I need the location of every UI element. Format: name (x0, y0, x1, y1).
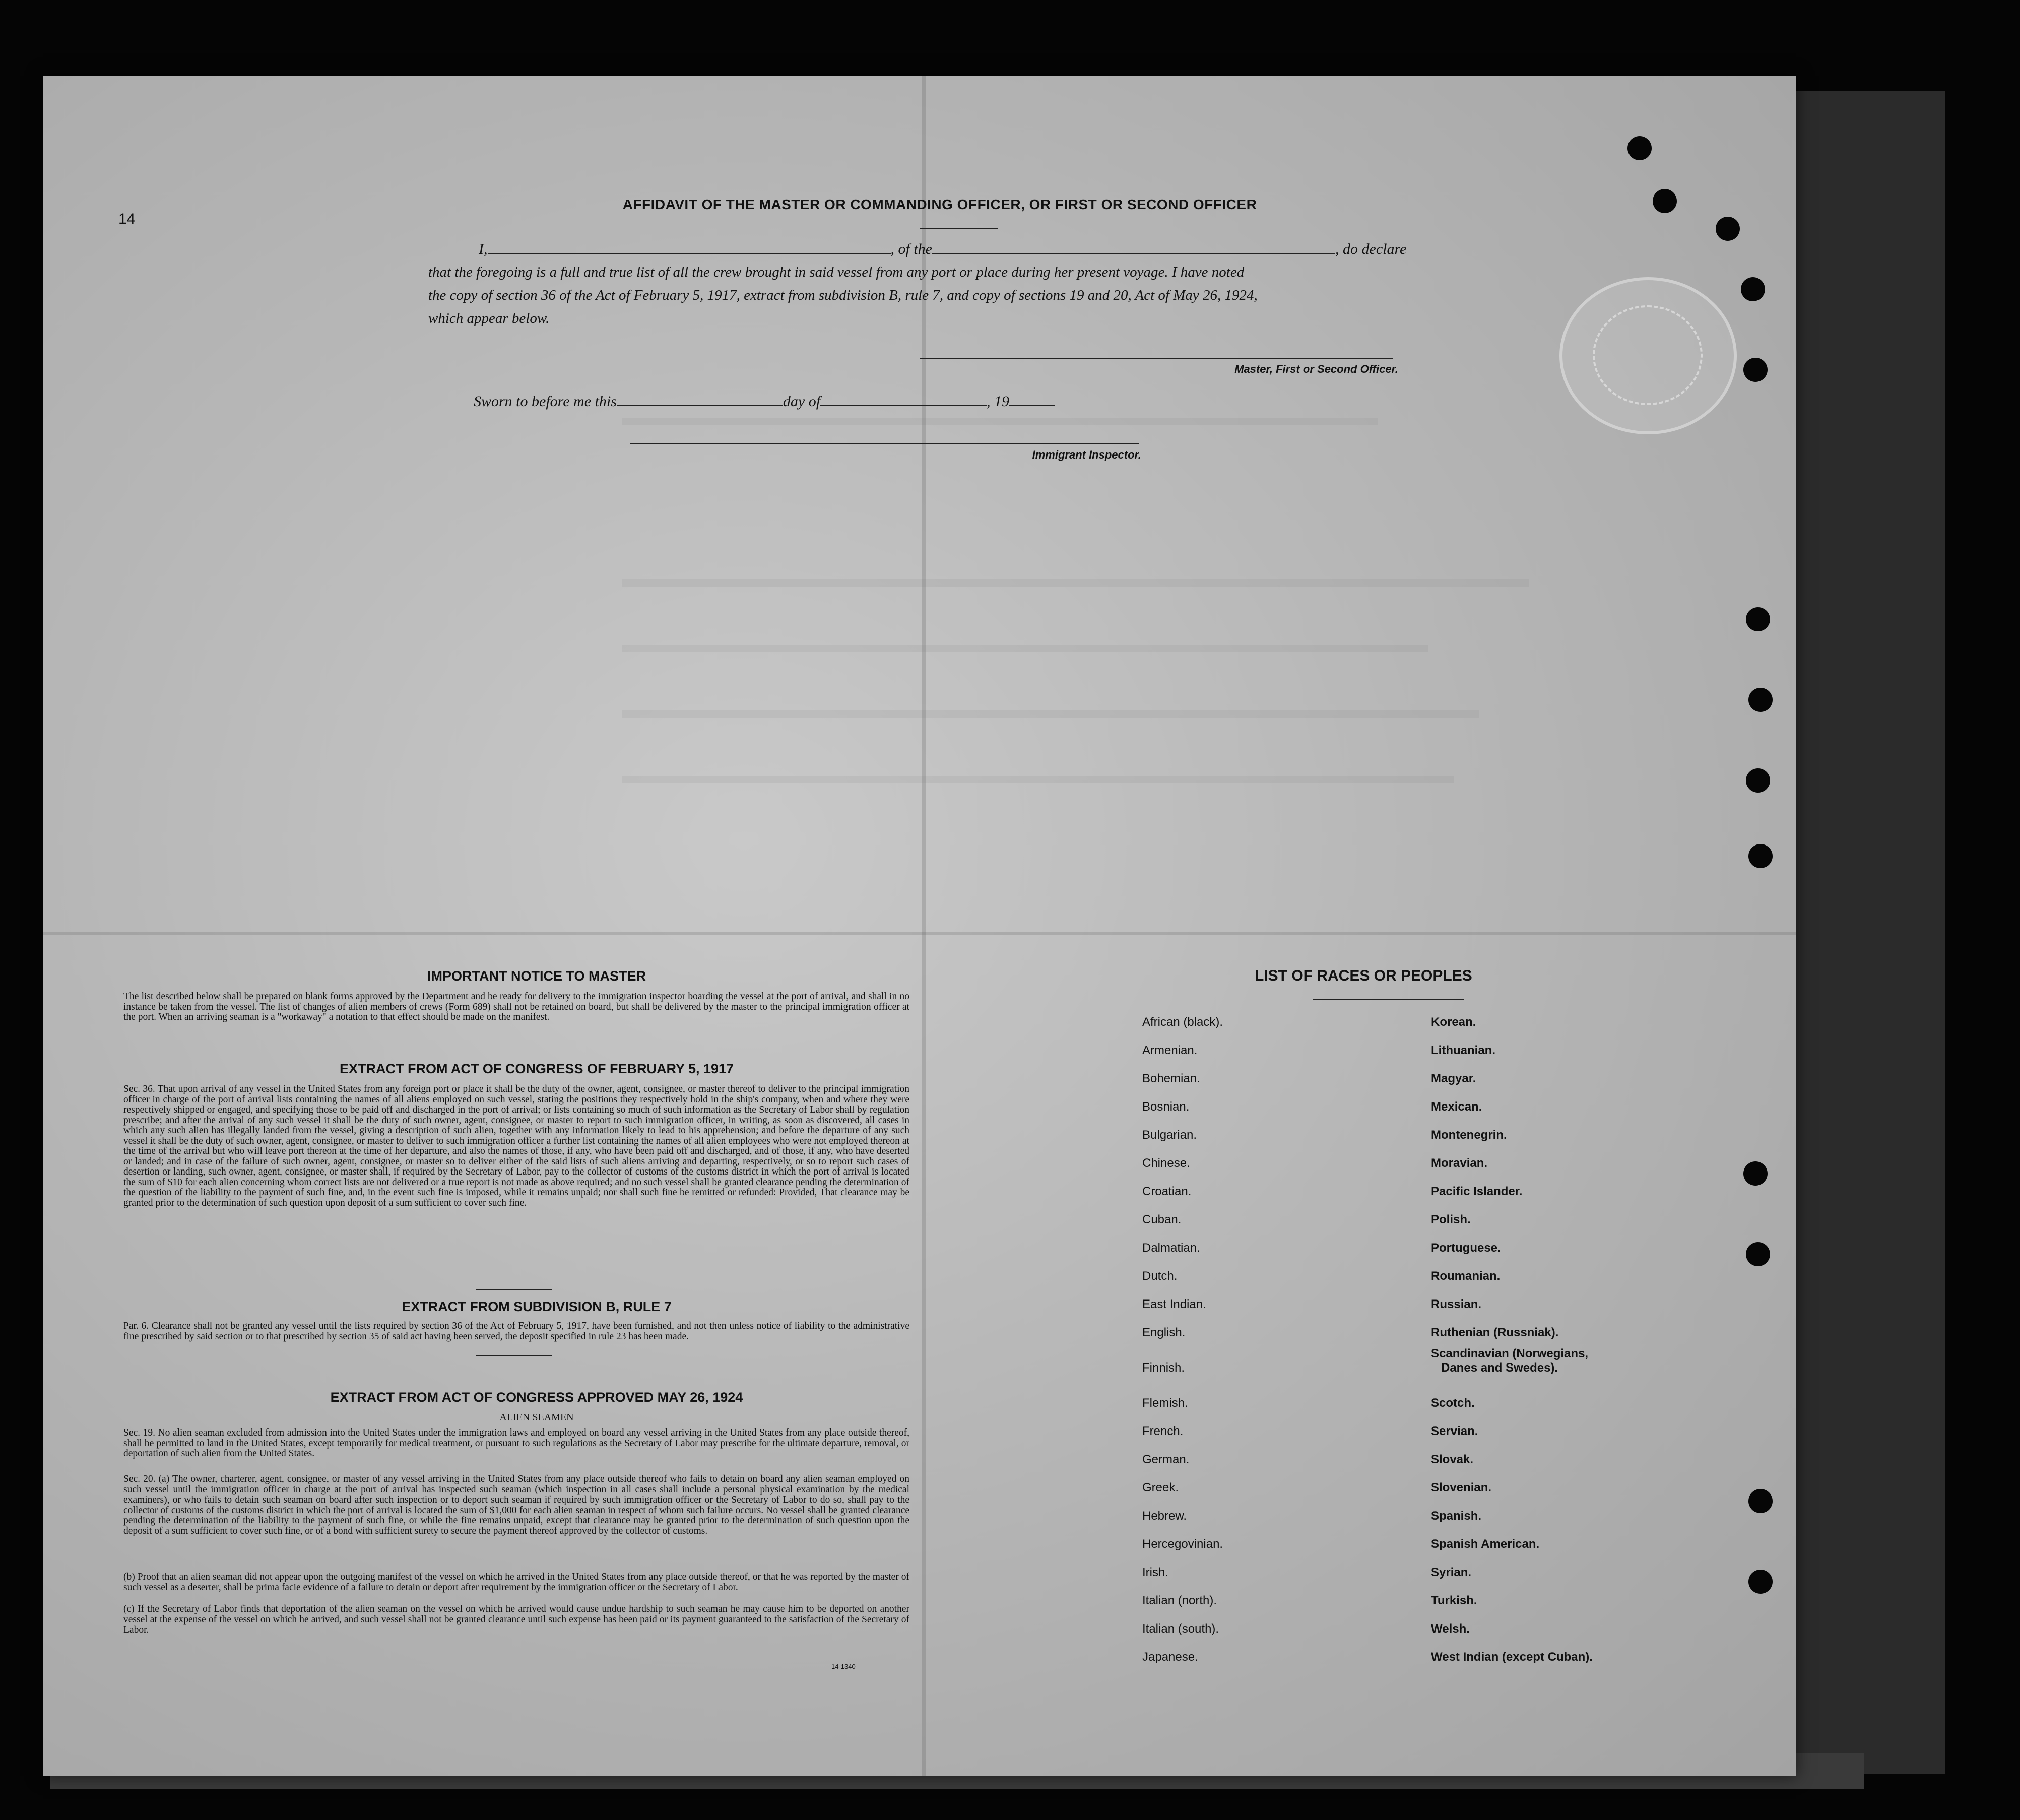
embossed-seal (1559, 277, 1737, 434)
extract-1917-heading: EXTRACT FROM ACT OF CONGRESS OF FEBRUARY 5, 1917 (339, 1061, 734, 1076)
race-item: Portuguese. (1431, 1241, 1501, 1255)
race-item: Greek. (1142, 1481, 1179, 1494)
affidavit-line-2: that the foregoing is a full and true list of all the crew brought in said vessel from any port or place during her present voyage. I have noted (428, 264, 1245, 280)
binder-hole (1653, 189, 1677, 213)
race-item: Hercegovinian. (1142, 1537, 1223, 1551)
race-item: Scandinavian (Norwegians, Danes and Swedes). (1431, 1347, 1589, 1375)
bleed-through (622, 645, 1428, 652)
race-item: German. (1142, 1453, 1190, 1466)
binder-hole (1743, 358, 1768, 382)
race-item: Spanish American. (1431, 1537, 1540, 1551)
binder-hole (1716, 217, 1740, 241)
race-item: English. (1142, 1326, 1186, 1339)
signature-label: Master, First or Second Officer. (1234, 363, 1398, 375)
extract-1924-sec20a: Sec. 20. (a) The owner, charterer, agent, consignee, or master of any vessel arriving in the United States from any place outside thereof who fails to detain on board any alien seaman employed on such vessel until the immigration officer in charge at the port of arrival has inspected such seaman (which inspection in all cases shall include a personal physical examination by the medical examiners), or who fails to detain such seaman on board after such inspection or to deport such seaman if required by such immigration officer or the Secretary of Labor to do so, shall pay to the collector of customs of the customs district in which the port of arrival is located the sum of $1,000 for each alien seaman in respect of whom such failure occurs. No vessel shall be granted clearance pending the determination of the liability to the payment of such fine, or while the fine remains unpaid, except that clearance may be granted prior to the determination of such question upon the deposit of a sum sufficient to cover such fine, or of a bond with sufficient surety to secure the payment thereof approved by the collector of customs. (123, 1474, 909, 1536)
binder-hole (1748, 1489, 1773, 1513)
race-item: Montenegrin. (1431, 1128, 1507, 1142)
sworn-day-blank[interactable] (617, 405, 783, 406)
race-item: Chinese. (1142, 1156, 1190, 1170)
race-item: Magyar. (1431, 1072, 1476, 1085)
race-item: Slovak. (1431, 1453, 1474, 1466)
race-item: Lithuanian. (1431, 1044, 1495, 1057)
extract-1917-text: Sec. 36. That upon arrival of any vessel in the United States from any foreign port or place it shall be the duty of the owner, agent, consignee, or master thereof to deliver to the principal immigration officer in charge of the port of arrival lists containing the names of all aliens employed on such vessel, stating the positions they respectively hold in the ship's company, when and where they were respectively shipped or engaged, and specifying those to be paid off and discharged in the port of arrival; or lists containing so much of such information as the Secretary of Labor shall by regulation prescribe; and after the arrival of any such vessel it shall be the duty of such owner, agent, consignee, or master to report to such immigration officer, in writing, as soon as discovered, all cases in which any such alien has illegally landed from the vessel, giving a description of such alien, together with any information likely to lead to his apprehension; and before the departure of any such vessel it shall be the duty of such owner, agent, consignee, or master to deliver to such immigration officer a further list containing the names of all alien employees who were not employed thereon at the time of the arrival but who will leave port thereon at the time of her departure, and also the names of those, if any, who have been paid off and discharged, and of those, if any, who have deserted or landed; and in case of the failure of such owner, agent, consignee, or master so to deliver either of the said lists of such aliens arriving and departing, respectively, or so to report such cases of desertion or landing, such owner, agent, consignee, or master shall, if required by the Secretary of Labor, pay to the collector of customs of the customs district in which the port of arrival is located the sum of $10 for each alien concerning whom correct lists are not delivered or a true report is not made as above required; and no such vessel shall be granted clearance pending the determination of the question of the liability to the payment of such fine, and, in the event such fine is imposed, while it remains unpaid; nor shall such fine be remitted or refunded: Provided, That clearance may be granted prior to the determination of such question upon deposit of a sum sufficient to cover such fine. (123, 1084, 909, 1208)
affidavit-of-the: , of the (890, 241, 932, 257)
race-item: Spanish. (1431, 1509, 1482, 1523)
affidavit-do-declare: , do declare (1335, 241, 1407, 257)
race-item: Ruthenian (Russniak). (1431, 1326, 1559, 1339)
document-page (43, 76, 1796, 1776)
vessel-name-blank[interactable] (932, 253, 1335, 254)
race-item: Bosnian. (1142, 1100, 1190, 1114)
affidavit-line-1 (479, 241, 1486, 258)
scan-edge-right (1794, 91, 1945, 1774)
affidavit-heading: AFFIDAVIT OF THE MASTER OR COMMANDING OFFICER, OR FIRST OR SECOND OFFICER (622, 197, 1257, 212)
race-item: Moravian. (1431, 1156, 1488, 1170)
race-item: Bohemian. (1142, 1072, 1200, 1085)
sworn-year-blank[interactable] (1009, 405, 1055, 406)
vertical-fold (922, 76, 926, 1776)
binder-hole (1627, 136, 1652, 160)
race-item: Finnish. (1142, 1361, 1185, 1375)
race-item: Japanese. (1142, 1650, 1198, 1664)
race-item: Mexican. (1431, 1100, 1482, 1114)
affidavit-line-4: which appear below. (428, 310, 550, 327)
sworn-year-prefix: , 19 (987, 393, 1010, 410)
extract-rule7-heading: EXTRACT FROM SUBDIVISION B, RULE 7 (402, 1299, 672, 1314)
race-item: Italian (south). (1142, 1622, 1219, 1636)
race-item: Cuban. (1142, 1213, 1182, 1226)
binder-hole (1746, 607, 1770, 631)
notice-heading: IMPORTANT NOTICE TO MASTER (427, 968, 646, 984)
affidavit-line-3: the copy of section 36 of the Act of February 5, 1917, extract from subdivision B, rule 7, and copy of sections 19 and 20, Act of May 26, 1924, (428, 287, 1258, 303)
race-item: Flemish. (1142, 1396, 1188, 1410)
race-item: Scotch. (1431, 1396, 1475, 1410)
extract-rule7-text: Par. 6. Clearance shall not be granted any vessel until the lists required by section 36 of the Act of February 5, 1917, have been furnished, and not then unless notice of liability to the administrative fine prescribed by said section or to that prescribed by section 35 of said act having been served, the deposit specified in rule 23 has been made. (123, 1321, 909, 1342)
race-item: Roumanian. (1431, 1269, 1501, 1283)
races-heading: LIST OF RACES OR PEOPLES (1255, 967, 1472, 984)
race-item: French. (1142, 1424, 1184, 1438)
binder-hole (1746, 768, 1770, 793)
form-number: 14-1340 (831, 1663, 856, 1670)
binder-hole (1741, 277, 1765, 301)
race-item: Irish. (1142, 1566, 1169, 1579)
divider (920, 228, 998, 229)
affidavit-i: I, (479, 241, 488, 257)
race-item: Hebrew. (1142, 1509, 1187, 1523)
race-item: East Indian. (1142, 1297, 1206, 1311)
bleed-through (622, 776, 1454, 783)
race-item: Dutch. (1142, 1269, 1178, 1283)
divider (1313, 999, 1464, 1000)
inspector-signature-line[interactable] (630, 443, 1139, 444)
race-item: Bulgarian. (1142, 1128, 1197, 1142)
race-item: West Indian (except Cuban). (1431, 1650, 1593, 1664)
divider (476, 1289, 552, 1290)
bleed-through (622, 418, 1378, 425)
race-item: Polish. (1431, 1213, 1471, 1226)
sworn-month-blank[interactable] (820, 405, 987, 406)
alien-seamen-subheading: ALIEN SEAMEN (499, 1412, 574, 1423)
binder-hole (1746, 1242, 1770, 1266)
sworn-day-of: day of (783, 393, 821, 410)
binder-hole (1748, 1570, 1773, 1594)
binder-hole (1748, 844, 1773, 868)
race-item: Welsh. (1431, 1622, 1470, 1636)
race-item: Turkish. (1431, 1594, 1477, 1607)
race-item: Dalmatian. (1142, 1241, 1200, 1255)
race-item: Servian. (1431, 1424, 1478, 1438)
race-item: Italian (north). (1142, 1594, 1217, 1607)
page-number: 14 (118, 211, 136, 227)
race-item: Syrian. (1431, 1566, 1472, 1579)
signature-line[interactable] (920, 358, 1393, 359)
extract-1924-heading: EXTRACT FROM ACT OF CONGRESS APPROVED MAY 26, 1924 (330, 1390, 743, 1405)
divider (476, 1355, 552, 1356)
race-item: Russian. (1431, 1297, 1482, 1311)
bleed-through (622, 579, 1529, 587)
extract-1924-sec20c: (c) If the Secretary of Labor finds that deportation of the alien seaman on the vessel on which he arrived would cause undue hardship to such seaman he may cause him to be deported on another vessel at the expense of the vessel on which he arrived, and such vessel shall not be granted clearance until such expense has been paid or its payment guaranteed to the satisfaction of the Secretary of Labor. (123, 1604, 909, 1635)
race-item: Armenian. (1142, 1044, 1198, 1057)
binder-hole (1743, 1161, 1768, 1186)
race-item: Pacific Islander. (1431, 1185, 1523, 1198)
inspector-label: Immigrant Inspector. (1032, 448, 1141, 461)
race-item: Slovenian. (1431, 1481, 1492, 1494)
binder-hole (1748, 688, 1773, 712)
sworn-line (474, 393, 1229, 410)
race-item: Korean. (1431, 1015, 1476, 1029)
notice-text: The list described below shall be prepared on blank forms approved by the Department and be ready for delivery to the immigration inspector boarding the vessel at the port of arrival, and shall in no instance be taken from the vessel. The list of changes of alien members of crews (Form 689) shall not be retained on board, but shall be delivered by the master to the principal immigration officer at the port. When an arriving seaman is a "workaway" a notation to that effect should be made on the manifest. (123, 991, 909, 1022)
horizontal-fold (43, 932, 1796, 935)
bleed-through (622, 710, 1479, 718)
extract-1924-sec20b: (b) Proof that an alien seaman did not appear upon the outgoing manifest of the vessel on which he arrived in the United States from any place outside thereof, or that he was reported by the master of such vessel as a deserter, shall be prima facie evidence of a failure to detain or deport after requirement by the immigration officer or the Secretary of Labor. (123, 1572, 909, 1593)
sworn-prefix: Sworn to before me this (474, 393, 617, 410)
master-name-blank[interactable] (488, 253, 891, 254)
race-item: Croatian. (1142, 1185, 1192, 1198)
extract-1924-sec19: Sec. 19. No alien seaman excluded from admission into the United States under the immigration laws and employed on board any vessel arriving in the United States from any place outside thereof, shall be permitted to land in the United States, except temporarily for medical treatment, or pursuant to such regulations as the Secretary of Labor may prescribe for the ultimate departure, removal, or deportation of such alien from the United States. (123, 1427, 909, 1459)
race-item: African (black). (1142, 1015, 1223, 1029)
